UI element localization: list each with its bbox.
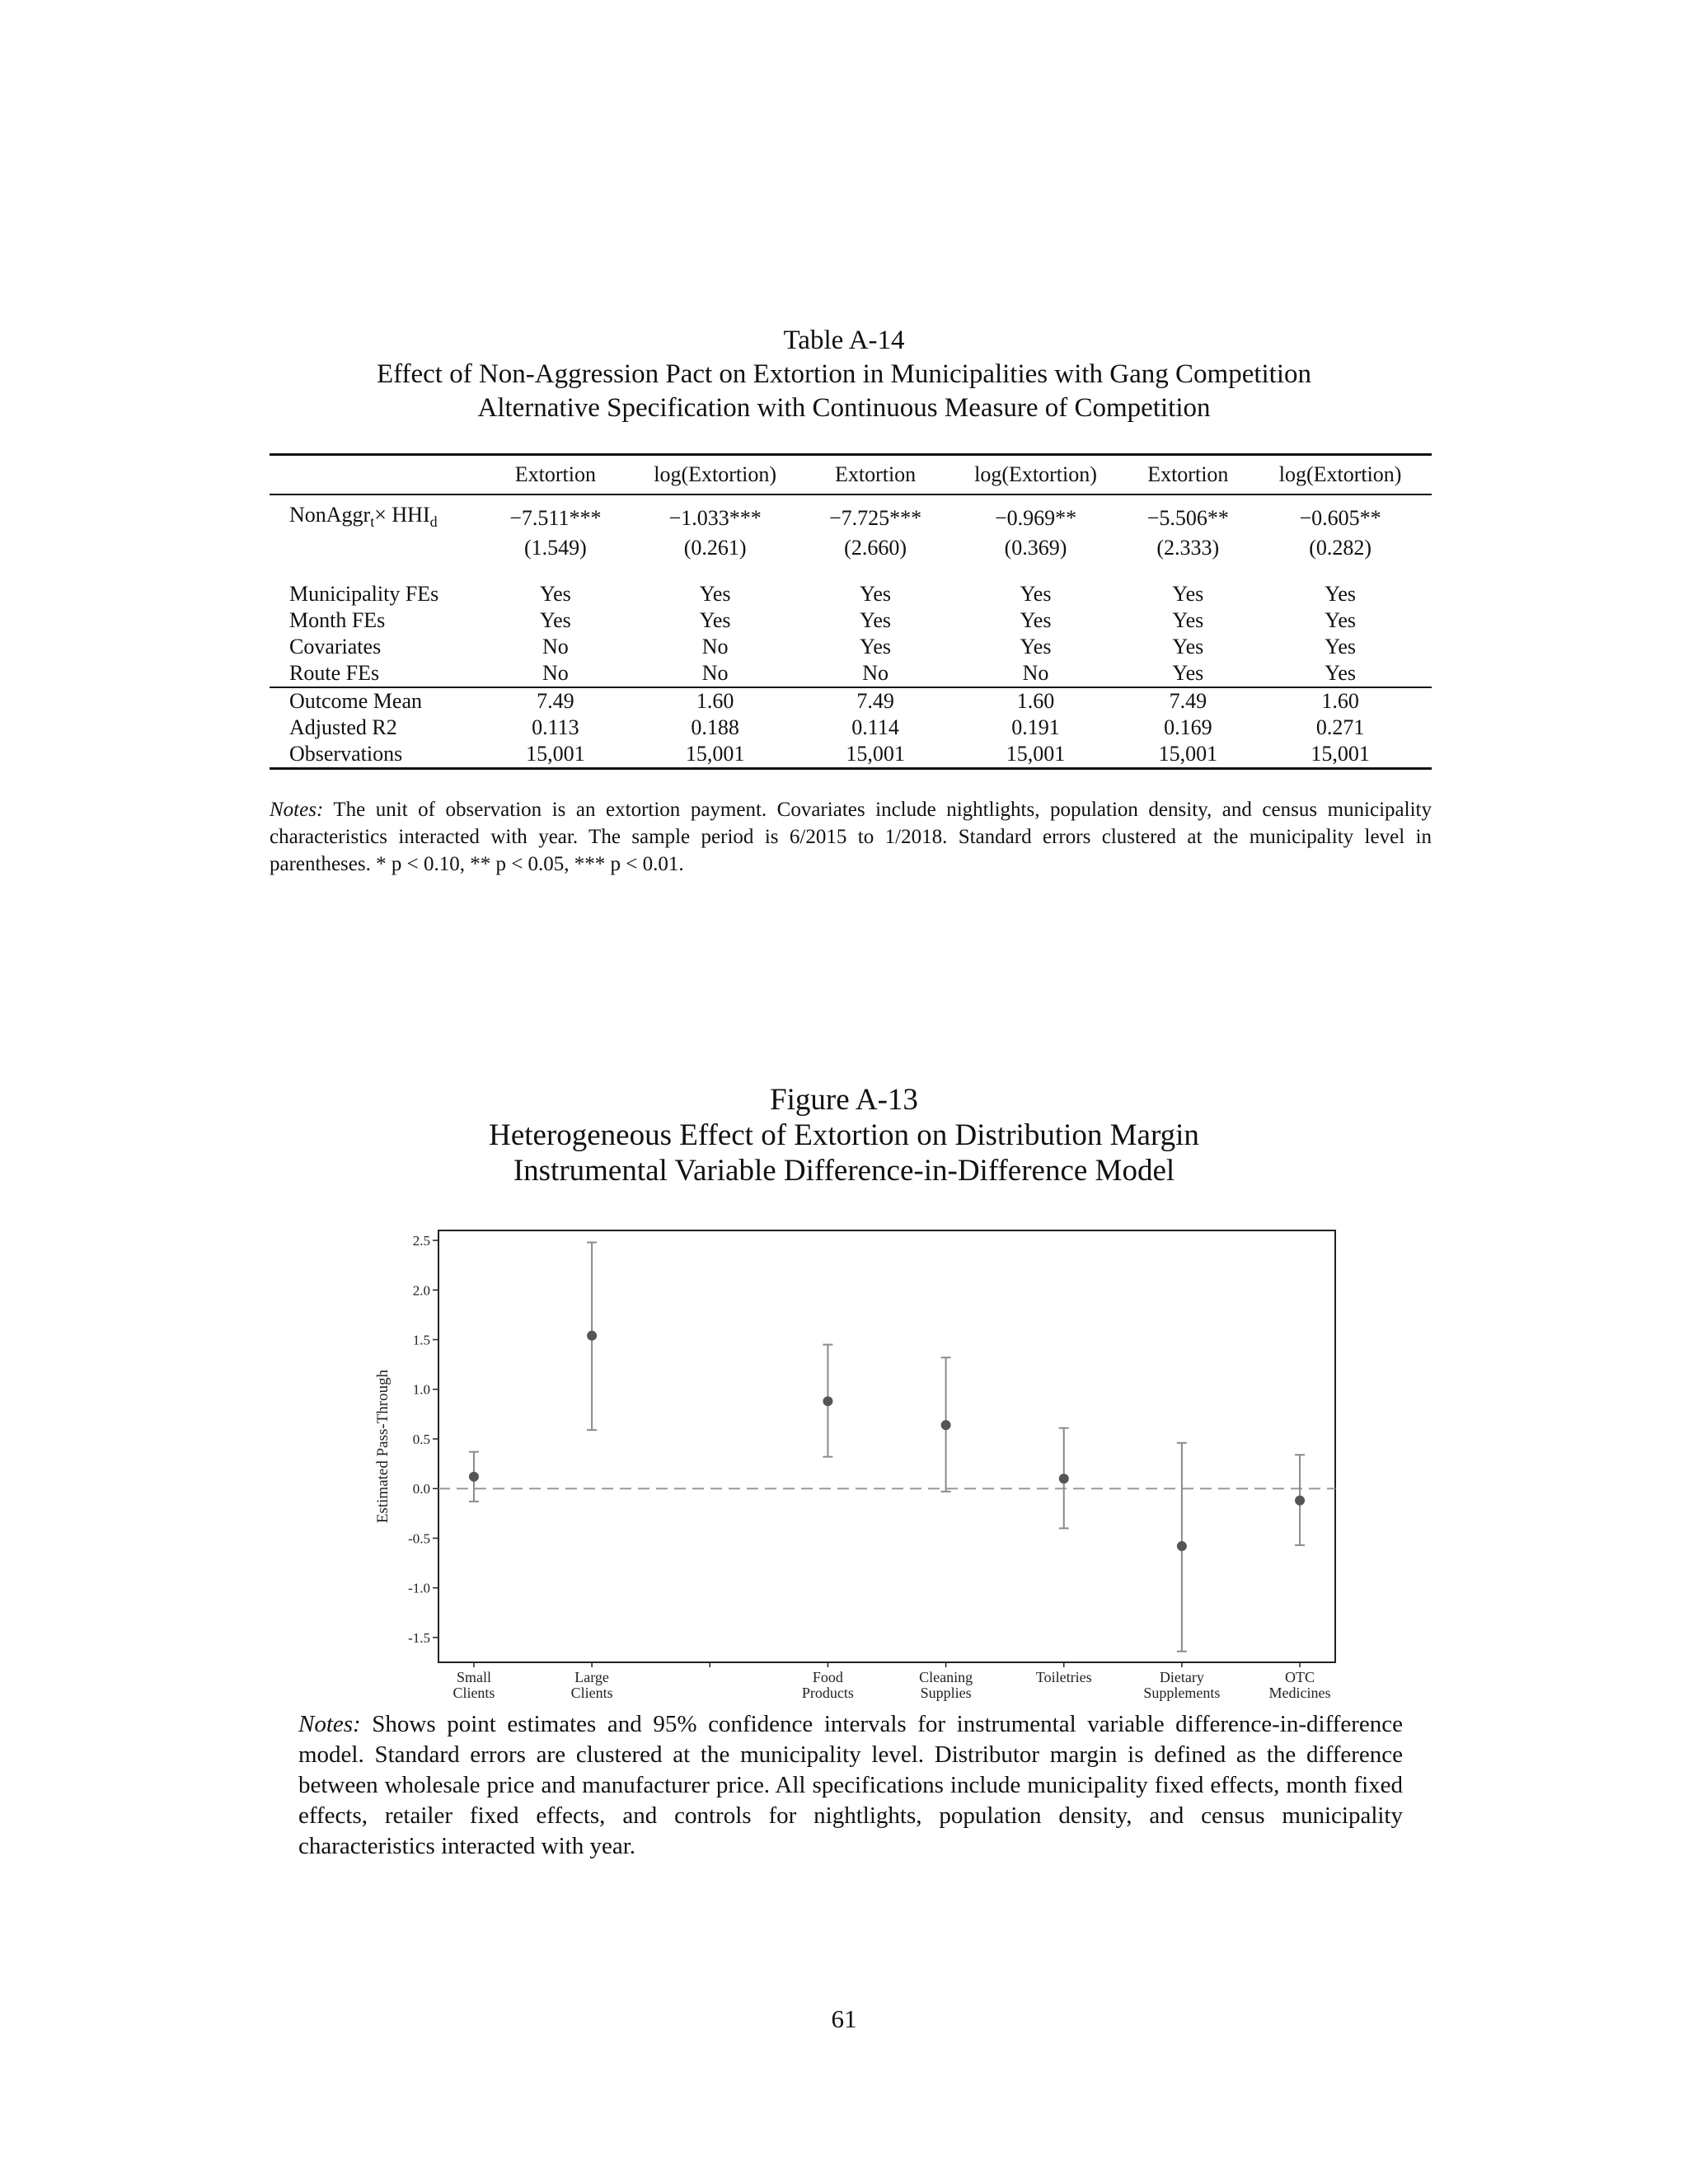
- stat-cell: 15,001: [806, 741, 944, 769]
- control-label: Municipality FEs: [289, 582, 439, 607]
- control-row: [270, 581, 1432, 607]
- stat-cell: 0.113: [532, 715, 579, 740]
- standard-error-cell: (0.282): [1309, 536, 1372, 560]
- figure-caption: [0, 1082, 1688, 1188]
- control-cell: Yes: [699, 582, 731, 607]
- control-row: [270, 660, 1432, 687]
- x-tick-label: Toiletries: [1035, 1669, 1092, 1685]
- figure-notes: [298, 1709, 1403, 1862]
- control-cell: Yes: [1325, 635, 1357, 659]
- table-notes-text: The unit of observation is an extortion payment. Covariates include nightlights, population density, and census municipality characteristics interacted with year. The sample period is 6/2015 to 1/2018. Standard errors clustered at the municipality level in parentheses. * p < 0.10, ** p < 0.05, *** p < 0.01.: [270, 799, 1432, 875]
- standard-error-cell: (0.261): [683, 536, 747, 560]
- table-notes-label: Notes:: [270, 799, 324, 821]
- stat-cell: 1.60: [624, 687, 807, 715]
- stat-cell: 0.114: [851, 715, 899, 740]
- x-tick-label: Small: [456, 1669, 491, 1685]
- y-tick-label: 2.0: [412, 1282, 430, 1299]
- stat-label: Observations: [270, 741, 487, 769]
- stat-cell: 1.60: [945, 687, 1128, 715]
- table-label: Table A-14: [783, 326, 905, 355]
- point-estimate: [1177, 1541, 1187, 1551]
- control-cell: Yes: [1172, 661, 1204, 686]
- stat-cell: 1.60: [1249, 687, 1432, 715]
- point-estimate: [941, 1420, 951, 1430]
- coefficient-cell: −1.033***: [668, 506, 762, 531]
- control-label: Covariates: [289, 635, 382, 659]
- stat-label: Outcome Mean: [270, 687, 487, 715]
- x-tick-label: Dietary: [1159, 1669, 1204, 1685]
- control-cell: No: [542, 661, 569, 686]
- standard-error-cell: (0.369): [1004, 536, 1067, 560]
- coefficient-row: [270, 494, 1432, 535]
- x-tick-label: Supplies: [920, 1685, 972, 1701]
- point-estimate: [587, 1331, 597, 1341]
- figure-notes-label: Notes:: [298, 1711, 361, 1737]
- spacer-row: [270, 561, 1432, 581]
- control-cell: Yes: [539, 582, 571, 607]
- header-blank: [270, 455, 487, 495]
- figure-title-line2: Instrumental Variable Difference-in-Difference Model: [513, 1154, 1175, 1188]
- control-cell: Yes: [1172, 635, 1204, 659]
- stat-label: Adjusted R2: [289, 715, 397, 740]
- point-estimate: [1295, 1496, 1305, 1506]
- table-title-line2: Alternative Specification with Continuous Measure of Competition: [477, 393, 1211, 423]
- stat-cell: 15,001: [624, 741, 807, 769]
- table-title-line1: Effect of Non-Aggression Pact on Extortion in Municipalities with Gang Competition: [376, 359, 1312, 389]
- figure-label: Figure A-13: [770, 1083, 918, 1117]
- control-cell: No: [542, 635, 569, 659]
- pass-through-chart: [363, 1220, 1385, 1714]
- stat-row: [270, 687, 1432, 715]
- control-cell: Yes: [860, 608, 891, 633]
- control-cell: No: [1022, 661, 1049, 686]
- control-cell: Yes: [1020, 608, 1052, 633]
- column-header: Extortion: [806, 455, 944, 495]
- coefficient-cell: −5.506**: [1146, 506, 1229, 531]
- control-cell: Yes: [860, 635, 891, 659]
- y-tick-label: 0.5: [412, 1431, 430, 1447]
- standard-error-cell: (2.333): [1156, 536, 1220, 560]
- stat-cell: 0.169: [1164, 715, 1212, 740]
- column-header: log(Extortion): [945, 455, 1128, 495]
- control-cell: No: [701, 635, 729, 659]
- control-cell: Yes: [1325, 608, 1357, 633]
- y-axis-label: Estimated Pass-Through: [374, 1369, 392, 1524]
- control-cell: Yes: [699, 608, 731, 633]
- stat-cell: 15,001: [1249, 741, 1432, 769]
- control-cell: Yes: [539, 608, 571, 633]
- y-tick-label: 0.0: [412, 1481, 430, 1497]
- control-cell: Yes: [1020, 635, 1052, 659]
- page-number: 61: [831, 2004, 857, 2033]
- control-cell: Yes: [1325, 661, 1357, 686]
- stat-cell: 0.191: [1011, 715, 1060, 740]
- stat-cell: 15,001: [1127, 741, 1249, 769]
- control-cell: Yes: [1020, 582, 1052, 607]
- control-cell: Yes: [1172, 582, 1204, 607]
- column-header: Extortion: [487, 455, 624, 495]
- stat-cell: 7.49: [806, 687, 944, 715]
- stat-cell: 0.188: [691, 715, 739, 740]
- stat-cell: 7.49: [1127, 687, 1249, 715]
- coefficient-cell: −0.969**: [994, 506, 1077, 531]
- stat-cell: 15,001: [945, 741, 1128, 769]
- control-cell: Yes: [860, 582, 891, 607]
- x-tick-label: Large: [574, 1669, 609, 1685]
- stat-cell: 15,001: [487, 741, 624, 769]
- control-label: Route FEs: [289, 661, 380, 686]
- control-row: [270, 607, 1432, 634]
- figure-title-line1: Heterogeneous Effect of Extortion on Distribution Margin: [489, 1118, 1199, 1152]
- stat-row: [270, 715, 1432, 741]
- x-tick-label: Clients: [570, 1685, 613, 1701]
- stat-cell: 0.271: [1315, 715, 1365, 740]
- y-tick-label: 1.5: [412, 1332, 430, 1348]
- x-tick-label: Cleaning: [919, 1669, 973, 1685]
- table-notes: [270, 796, 1432, 878]
- coefficient-cell: −0.605**: [1299, 506, 1381, 531]
- standard-error-label: [270, 535, 487, 561]
- standard-error-cell: (1.549): [523, 536, 587, 560]
- x-tick-label: OTC: [1285, 1669, 1315, 1685]
- standard-error-row: [270, 535, 1432, 561]
- control-row: [270, 634, 1432, 660]
- y-tick-label: 2.5: [412, 1233, 430, 1249]
- point-estimate: [469, 1472, 479, 1482]
- x-tick-label: Food: [812, 1669, 843, 1685]
- regression-table: [270, 453, 1432, 770]
- point-estimate: [823, 1396, 832, 1406]
- figure-notes-text: Shows point estimates and 95% confidence intervals for instrumental variable difference-in-difference model. Standard errors are clustered at the municipality level. Distributor margin is defined as the difference between wholesale price and manufacturer price. All specifications include municipality fixed effects, month fixed effects, retailer fixed effects, and controls for nightlights, population density, and census municipality characteristics interacted with year.: [298, 1711, 1404, 1859]
- column-header: log(Extortion): [624, 455, 807, 495]
- control-cell: No: [701, 661, 729, 686]
- table-caption: [0, 324, 1688, 425]
- control-label: Month FEs: [289, 608, 386, 633]
- coefficient-label: NonAggr$_t$× $HHI_d$: [289, 503, 438, 531]
- control-cell: Yes: [1172, 608, 1204, 633]
- coefficient-cell: −7.725***: [828, 506, 922, 531]
- y-tick-label: -1.0: [408, 1580, 430, 1596]
- x-tick-label: Products: [801, 1685, 854, 1701]
- coefficient-cell: −7.511***: [509, 506, 602, 531]
- point-estimate: [1059, 1474, 1069, 1483]
- control-cell: Yes: [1325, 582, 1357, 607]
- control-cell: No: [862, 661, 889, 686]
- x-tick-label: Supplements: [1143, 1685, 1221, 1701]
- x-tick-label: Clients: [452, 1685, 495, 1701]
- stat-cell: 7.49: [487, 687, 624, 715]
- column-header: log(Extortion): [1249, 455, 1432, 495]
- table-header-row: [270, 455, 1432, 495]
- stat-row: [270, 741, 1432, 769]
- y-tick-label: -0.5: [408, 1530, 430, 1547]
- column-header: Extortion: [1127, 455, 1249, 495]
- plot-frame: [438, 1230, 1335, 1662]
- y-tick-label: -1.5: [408, 1629, 430, 1646]
- standard-error-cell: (2.660): [844, 536, 907, 560]
- y-tick-label: 1.0: [412, 1381, 430, 1398]
- x-tick-label: Medicines: [1268, 1685, 1331, 1701]
